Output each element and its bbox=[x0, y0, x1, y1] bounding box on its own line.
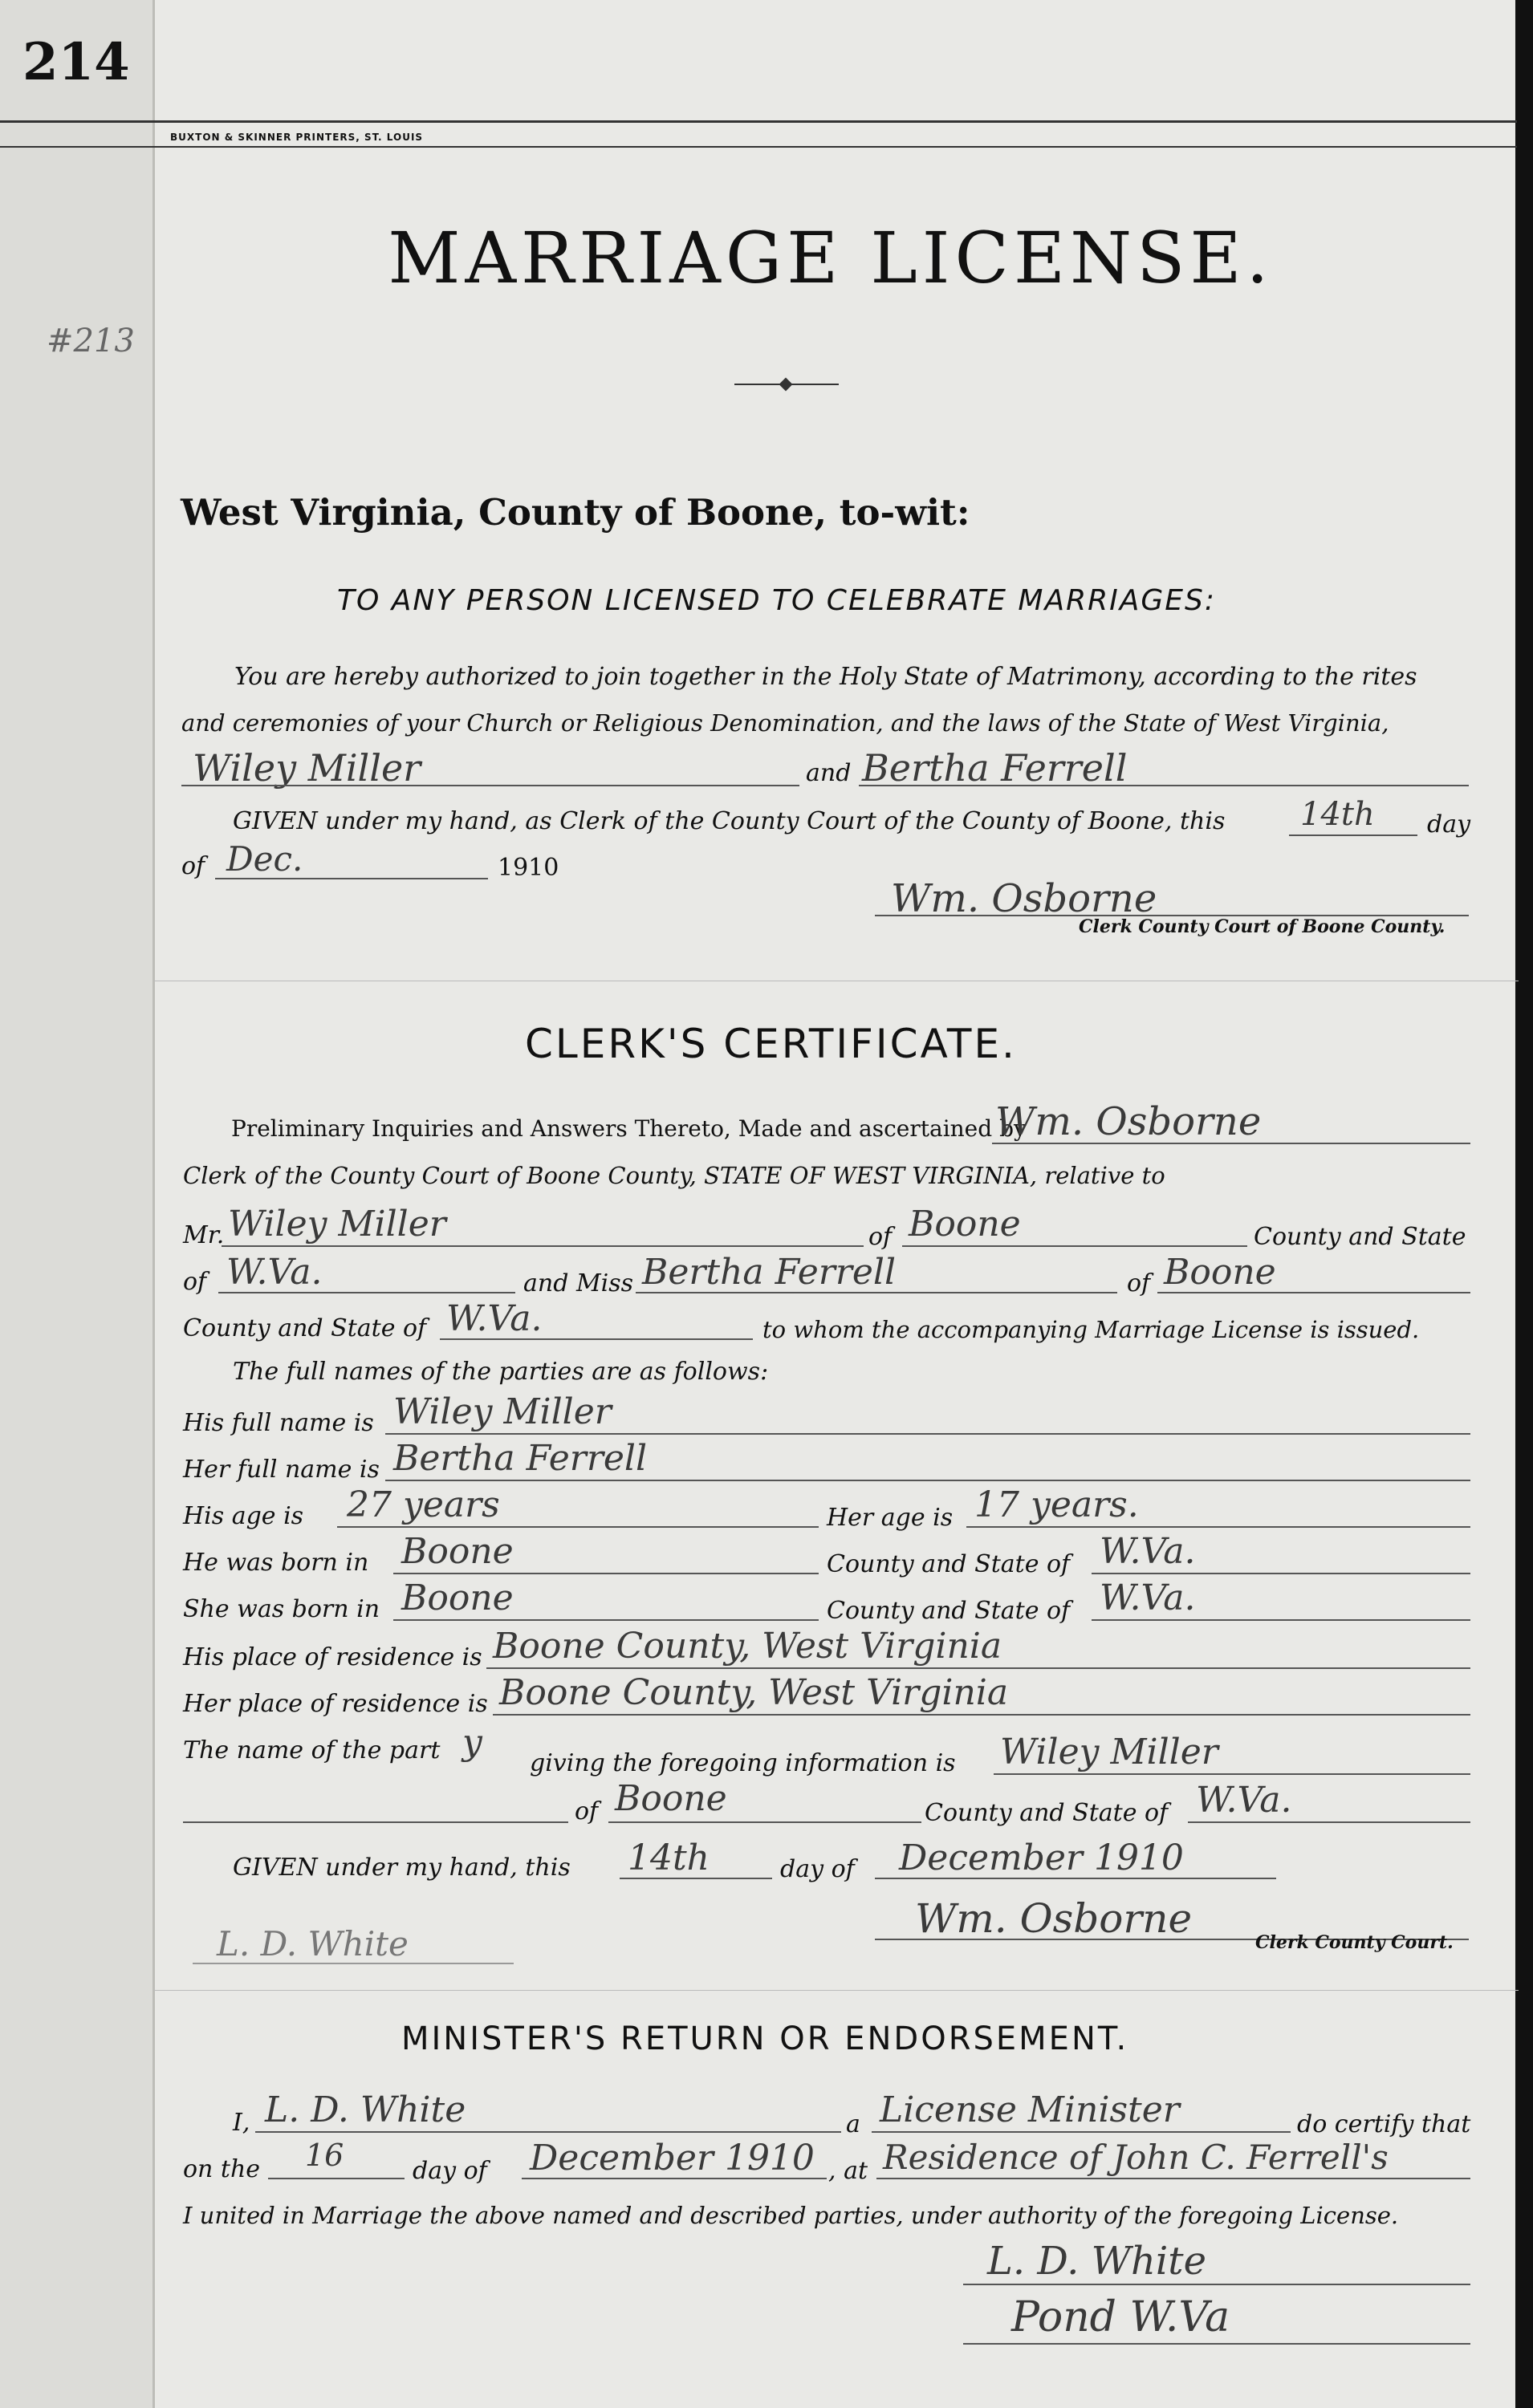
minister-office: License Minister bbox=[880, 2089, 1180, 2130]
groom-name: Wiley Miller bbox=[193, 746, 421, 790]
of-label: of bbox=[181, 852, 205, 880]
printer-imprint: BUXTON & SKINNER PRINTERS, ST. LOUIS bbox=[170, 132, 424, 143]
full-names-text: The full names of the parties are as follows: bbox=[233, 1358, 769, 1386]
her-residence: Boone County, West Virginia bbox=[499, 1672, 1009, 1713]
informant-state: W.Va. bbox=[1196, 1780, 1292, 1821]
minister-address-line bbox=[963, 2343, 1470, 2345]
addressee-heading: TO ANY PERSON LICENSED TO CELEBRATE MARRIAGES: bbox=[337, 584, 1216, 617]
his-name-line bbox=[385, 1433, 1470, 1435]
mr-label: Mr. bbox=[183, 1221, 225, 1249]
at-label: , at bbox=[828, 2157, 868, 2185]
witness-line bbox=[193, 1963, 514, 1964]
mr-county-line bbox=[902, 1245, 1247, 1247]
license-day: 14th bbox=[1300, 796, 1375, 833]
license-year: 1910 bbox=[498, 854, 559, 882]
day-line bbox=[1289, 834, 1417, 836]
his-name-label: His full name is bbox=[183, 1409, 374, 1437]
month-line bbox=[215, 878, 488, 879]
section-divider-2 bbox=[154, 1990, 1519, 1991]
top-rule bbox=[0, 120, 1517, 123]
informant-label-1: The name of the part bbox=[183, 1736, 441, 1764]
informant-county-line bbox=[608, 1821, 921, 1823]
left-margin-band bbox=[0, 0, 155, 2408]
informant-state-line bbox=[1188, 1821, 1470, 1823]
authorization-line-1: You are hereby authorized to join together in the Holy State of Matrimony, according to the rites bbox=[234, 663, 1417, 691]
license-month: Dec. bbox=[226, 839, 303, 879]
cert-given-month: December 1910 bbox=[899, 1837, 1184, 1878]
of-label-2: of bbox=[183, 1268, 207, 1296]
he-state: W.Va. bbox=[1100, 1531, 1196, 1572]
cert-given-day: 14th bbox=[628, 1837, 710, 1878]
page-edge bbox=[1515, 0, 1533, 2408]
certificate-clerk-name: Wm. Osborne bbox=[995, 1099, 1262, 1144]
she-born: Boone bbox=[401, 1578, 514, 1618]
and-label: and bbox=[806, 759, 852, 787]
informant-y: y bbox=[462, 1722, 482, 1763]
minister-title: MINISTER'S RETURN OR ENDORSEMENT. bbox=[401, 2020, 1129, 2057]
her-residence-label: Her place of residence is bbox=[183, 1690, 488, 1718]
to-whom-text: to whom the accompanying Marriage License is issued. bbox=[762, 1316, 1420, 1343]
he-born: Boone bbox=[401, 1531, 514, 1572]
page-number: 214 bbox=[22, 32, 130, 92]
authorization-line-2: and ceremonies of your Church or Religious Denomination, and the laws of the State of West Virginia, bbox=[181, 709, 1389, 737]
minister-day-line bbox=[268, 2178, 405, 2179]
cert-day-line bbox=[620, 1878, 772, 1879]
he-born-line bbox=[393, 1573, 819, 1574]
cert-clerk-title: Clerk County Court. bbox=[1255, 1932, 1454, 1953]
his-age: 27 years bbox=[347, 1484, 500, 1525]
her-age-label: Her age is bbox=[827, 1504, 954, 1532]
mr-of-label: of bbox=[868, 1223, 893, 1251]
her-name-line bbox=[385, 1480, 1470, 1481]
informant-county-state-label: County and State of bbox=[925, 1799, 1169, 1827]
margin-note: #213 bbox=[47, 323, 135, 359]
certify-text: do certify that bbox=[1297, 2110, 1471, 2138]
his-residence: Boone County, West Virginia bbox=[493, 1626, 1002, 1667]
day-label: day bbox=[1427, 810, 1471, 839]
minister-month: December 1910 bbox=[530, 2138, 815, 2179]
minister-i-label: I, bbox=[233, 2109, 250, 2137]
marriage-place: Residence of John C. Ferrell's bbox=[883, 2138, 1389, 2177]
certificate-title: CLERK'S CERTIFICATE. bbox=[525, 1021, 1017, 1067]
miss-name: Bertha Ferrell bbox=[642, 1252, 897, 1293]
county-state-of-label: County and State of bbox=[183, 1314, 427, 1342]
mr-name: Wiley Miller bbox=[228, 1204, 446, 1245]
witness-signature: L. D. White bbox=[217, 1924, 409, 1963]
mr-state: W.Va. bbox=[226, 1252, 323, 1293]
he-born-label: He was born in bbox=[183, 1549, 369, 1577]
miss-state: W.Va. bbox=[446, 1298, 543, 1339]
informant-of-label: of bbox=[575, 1797, 599, 1825]
miss-state-line bbox=[440, 1338, 753, 1340]
she-county-state-label: County and State of bbox=[827, 1597, 1071, 1625]
her-residence-line bbox=[493, 1714, 1470, 1716]
miss-line bbox=[636, 1292, 1117, 1293]
she-born-line bbox=[393, 1619, 819, 1621]
his-age-label: His age is bbox=[183, 1502, 304, 1530]
on-the-label: on the bbox=[183, 2155, 261, 2183]
relative-to-text: Clerk of the County Court of Boone County, STATE OF WEST VIRGINIA, relative to bbox=[183, 1162, 1165, 1189]
united-text: I united in Marriage the above named and described parties, under authority of the foregoing License. bbox=[183, 2202, 1399, 2229]
clerk-name-line bbox=[992, 1143, 1470, 1144]
miss-of-label: of bbox=[1127, 1269, 1151, 1297]
minister-signature-line bbox=[963, 2284, 1470, 2285]
her-full-name: Bertha Ferrell bbox=[393, 1438, 648, 1479]
clerk-signature: Wm. Osborne bbox=[891, 876, 1157, 921]
her-age: 17 years. bbox=[974, 1484, 1139, 1525]
cert-month-line bbox=[875, 1878, 1276, 1879]
minister-name-line bbox=[255, 2131, 841, 2133]
bride-line bbox=[859, 785, 1469, 786]
informant-label-2: giving the foregoing information is bbox=[530, 1749, 956, 1777]
minister-address: Pond W.Va bbox=[1011, 2293, 1230, 2341]
informant-blank-line bbox=[183, 1821, 568, 1823]
informant-line bbox=[994, 1773, 1470, 1775]
inquiries-text: Preliminary Inquiries and Answers Thereto, Made and ascertained by bbox=[231, 1115, 1027, 1142]
his-residence-label: His place of residence is bbox=[183, 1643, 482, 1671]
minister-a-label: a bbox=[846, 2110, 860, 2138]
she-state-line bbox=[1092, 1619, 1470, 1621]
title-ornament bbox=[734, 384, 839, 385]
county-state-label: County and State bbox=[1254, 1223, 1466, 1251]
cert-clerk-signature: Wm. Osborne bbox=[915, 1895, 1193, 1942]
minister-day: 16 bbox=[305, 2138, 344, 2173]
informant-county: Boone bbox=[615, 1778, 727, 1819]
informant-name: Wiley Miller bbox=[1000, 1732, 1218, 1772]
cert-day-of-label: day of bbox=[780, 1855, 855, 1883]
miss-label: and Miss bbox=[523, 1269, 634, 1297]
his-full-name: Wiley Miller bbox=[393, 1391, 612, 1432]
her-name-label: Her full name is bbox=[183, 1456, 380, 1484]
she-born-label: She was born in bbox=[183, 1595, 380, 1623]
place-line bbox=[876, 2178, 1470, 2179]
mr-line bbox=[222, 1245, 864, 1247]
he-state-line bbox=[1092, 1573, 1470, 1574]
minister-signature: L. D. White bbox=[987, 2239, 1206, 2284]
minister-office-line bbox=[872, 2131, 1291, 2133]
state-county-heading: West Virginia, County of Boone, to-wit: bbox=[181, 491, 970, 534]
bride-name: Bertha Ferrell bbox=[862, 746, 1128, 790]
her-age-line bbox=[966, 1526, 1470, 1528]
miss-county-line bbox=[1157, 1292, 1470, 1293]
top-rule-2 bbox=[0, 146, 1517, 148]
cert-given-label: GIVEN under my hand, this bbox=[233, 1854, 571, 1882]
clerk-title: Clerk County Court of Boone County. bbox=[1079, 916, 1446, 937]
minister-month-line bbox=[522, 2178, 827, 2179]
minister-name: L. D. White bbox=[265, 2089, 466, 2130]
mr-state-line bbox=[218, 1292, 515, 1293]
groom-line bbox=[181, 785, 799, 786]
he-county-state-label: County and State of bbox=[827, 1550, 1071, 1578]
she-state: W.Va. bbox=[1100, 1578, 1196, 1618]
minister-day-of-label: day of bbox=[413, 2157, 487, 2185]
his-residence-line bbox=[486, 1667, 1470, 1669]
mr-county: Boone bbox=[909, 1204, 1021, 1245]
miss-county: Boone bbox=[1164, 1252, 1276, 1293]
given-text: GIVEN under my hand, as Clerk of the County Court of the County of Boone, this bbox=[233, 807, 1226, 835]
license-title: MARRIAGE LICENSE. bbox=[388, 217, 1274, 299]
his-age-line bbox=[337, 1526, 819, 1528]
